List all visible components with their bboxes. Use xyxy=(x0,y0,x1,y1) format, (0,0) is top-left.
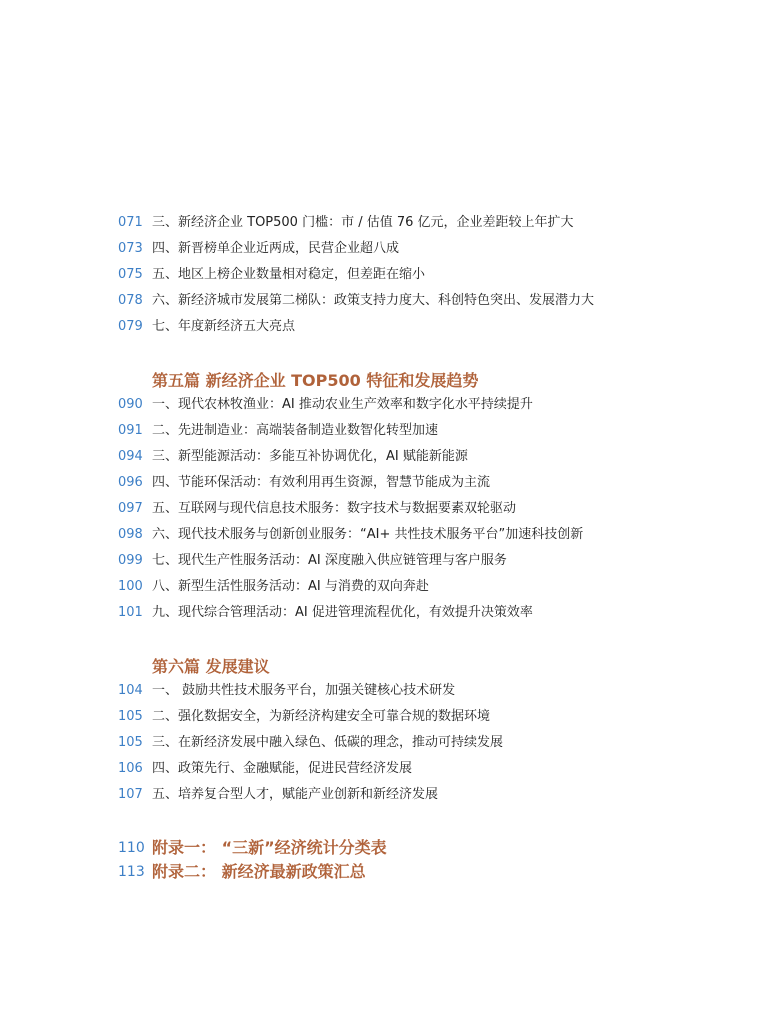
toc-entry[interactable] xyxy=(0,576,760,598)
toc-entry[interactable] xyxy=(0,446,760,468)
entry-title: 一、 鼓励共性技术服务平台，加强关键核心技术研发 xyxy=(152,683,456,698)
page-number: 105 xyxy=(118,709,143,724)
page-number: 075 xyxy=(118,267,143,282)
entry-title: 七、现代生产性服务活动：AI 深度融入供应链管理与客户服务 xyxy=(152,553,507,568)
toc-entry[interactable] xyxy=(0,394,760,416)
section-title-part6: 第六篇 发展建议 xyxy=(152,657,270,676)
toc-entry[interactable] xyxy=(0,706,760,728)
entry-title: 二、强化数据安全，为新经济构建安全可靠合规的数据环境 xyxy=(152,709,491,724)
entry-title: 三、在新经济发展中融入绿色、低碳的理念，推动可持续发展 xyxy=(152,735,504,750)
toc-entry[interactable] xyxy=(0,238,760,260)
page-number: 071 xyxy=(118,215,143,230)
page-number: 094 xyxy=(118,449,143,464)
toc-entry[interactable] xyxy=(0,524,760,546)
toc-entry[interactable] xyxy=(0,316,760,338)
entry-title: 九、现代综合管理活动：AI 促进管理流程优化，有效提升决策效率 xyxy=(152,605,533,620)
page-number: 099 xyxy=(118,553,143,568)
toc-entry[interactable] xyxy=(0,472,760,494)
appendix-title: 附录二： 新经济最新政策汇总 xyxy=(152,862,366,881)
appendix-title: 附录一： “三新”经济统计分类表 xyxy=(152,838,387,857)
toc-entry[interactable] xyxy=(0,758,760,780)
page-number: 101 xyxy=(118,605,143,620)
entry-title: 三、新型能源活动：多能互补协调优化，AI 赋能新能源 xyxy=(152,449,468,464)
page-number: 105 xyxy=(118,735,143,750)
entry-title: 五、互联网与现代信息技术服务：数字技术与数据要素双轮驱动 xyxy=(152,501,517,516)
toc-entry[interactable] xyxy=(0,498,760,520)
entry-title: 六、现代技术服务与创新创业服务：“AI+ 共性技术服务平台”加速科技创新 xyxy=(152,527,584,542)
page-number: 091 xyxy=(118,423,143,438)
entry-title: 六、新经济城市发展第二梯队：政策支持力度大、科创特色突出、发展潜力大 xyxy=(152,293,595,308)
toc-appendix-entry[interactable] xyxy=(0,861,760,883)
toc-entry[interactable] xyxy=(0,732,760,754)
page-number: 100 xyxy=(118,579,143,594)
toc-entry[interactable] xyxy=(0,680,760,702)
entry-title: 五、培养复合型人才，赋能产业创新和新经济发展 xyxy=(152,787,439,802)
page-number: 078 xyxy=(118,293,143,308)
entry-title: 一、现代农林牧渔业：AI 推动农业生产效率和数字化水平持续提升 xyxy=(152,397,533,412)
page-number: 104 xyxy=(118,683,143,698)
toc-appendix-entry[interactable] xyxy=(0,837,760,859)
entry-title: 七、年度新经济五大亮点 xyxy=(152,319,296,334)
toc-entry[interactable] xyxy=(0,290,760,312)
entry-title: 二、先进制造业：高端装备制造业数智化转型加速 xyxy=(152,423,439,438)
entry-title: 四、新晋榜单企业近两成，民营企业超八成 xyxy=(152,241,400,256)
page-number: 110 xyxy=(118,840,145,856)
entry-title: 五、地区上榜企业数量相对稳定，但差距在缩小 xyxy=(152,267,426,282)
page-number: 097 xyxy=(118,501,143,516)
page-number: 098 xyxy=(118,527,143,542)
toc-entry[interactable] xyxy=(0,212,760,234)
page-number: 096 xyxy=(118,475,143,490)
entry-title: 四、节能环保活动：有效利用再生资源，智慧节能成为主流 xyxy=(152,475,491,490)
toc-entry[interactable] xyxy=(0,784,760,806)
section-title-part5: 第五篇 新经济企业 TOP500 特征和发展趋势 xyxy=(152,371,479,390)
toc-entry[interactable] xyxy=(0,264,760,286)
toc-entry[interactable] xyxy=(0,602,760,624)
page-number: 079 xyxy=(118,319,143,334)
page-number: 090 xyxy=(118,397,143,412)
page-number: 073 xyxy=(118,241,143,256)
entry-title: 八、新型生活性服务活动：AI 与消费的双向奔赴 xyxy=(152,579,429,594)
toc-entry[interactable] xyxy=(0,420,760,442)
entry-title: 四、政策先行、金融赋能，促进民营经济发展 xyxy=(152,761,413,776)
toc-entry[interactable] xyxy=(0,550,760,572)
page-number: 106 xyxy=(118,761,143,776)
entry-title: 三、新经济企业 TOP500 门槛：市 / 估值 76 亿元，企业差距较上年扩大 xyxy=(152,215,574,230)
page-number: 113 xyxy=(118,864,145,880)
page-number: 107 xyxy=(118,787,143,802)
